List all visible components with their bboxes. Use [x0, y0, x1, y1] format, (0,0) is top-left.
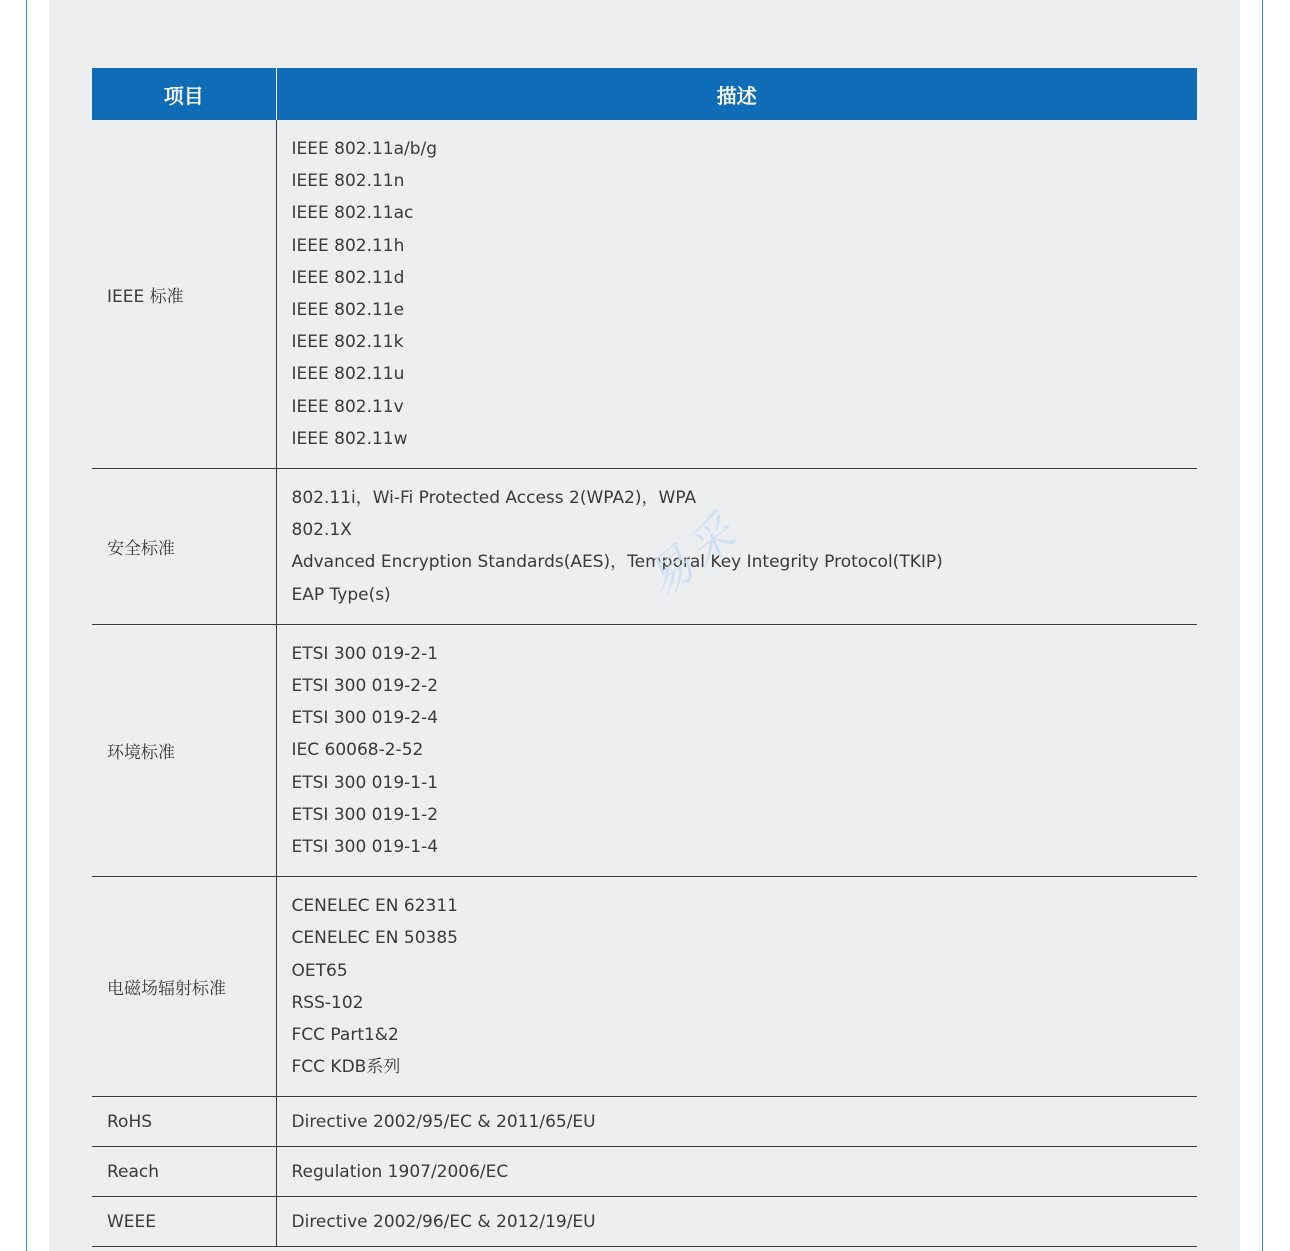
row-description: [276, 1097, 1197, 1147]
row-item-label: WEEE: [92, 1197, 276, 1247]
row-item-label: IEEE 标准: [92, 120, 276, 469]
description-line: ETSI 300 019-1-1: [291, 772, 439, 793]
table-row: [92, 1097, 1197, 1147]
description-line: IEEE 802.11n: [291, 171, 405, 192]
description-line: 802.11i，Wi-Fi Protected Access 2(WPA2)，WPA: [291, 488, 697, 509]
description-line: OET65: [291, 960, 348, 981]
description-line: ETSI 300 019-1-2: [291, 804, 439, 825]
header-description: 描述: [276, 68, 1197, 120]
description-line: Advanced Encryption Standards(AES)，Temporal Key Integrity Protocol(TKIP): [291, 552, 943, 573]
description-line: FCC Part1&2: [291, 1025, 399, 1046]
description-line: CENELEC EN 62311: [291, 896, 458, 917]
spec-table: [92, 68, 1197, 1247]
table-row: [92, 120, 1197, 469]
row-description: [276, 624, 1197, 876]
row-item-label: 环境标准: [92, 624, 276, 876]
description-line: IEEE 802.11w: [291, 428, 408, 449]
table-row: [92, 1197, 1197, 1247]
frame-line-left: [26, 0, 27, 1251]
row-description: [276, 877, 1197, 1097]
watermark: 易采: [635, 503, 748, 608]
description-line: FCC KDB系列: [291, 1057, 401, 1078]
row-description: [276, 120, 1197, 469]
description-line: IEEE 802.11v: [291, 396, 404, 417]
row-description: [276, 1197, 1197, 1247]
description-line: IEEE 802.11d: [291, 267, 405, 288]
table-row: [92, 1147, 1197, 1197]
table-header-row: [92, 68, 1197, 120]
description-line: Regulation 1907/2006/EC: [291, 1161, 509, 1182]
description-line: ETSI 300 019-1-4: [291, 837, 439, 858]
description-line: CENELEC EN 50385: [291, 928, 458, 949]
description-line: IEC 60068-2-52: [291, 740, 424, 761]
description-line: IEEE 802.11h: [291, 235, 405, 256]
description-line: IEEE 802.11k: [291, 332, 404, 353]
row-item-label: RoHS: [92, 1097, 276, 1147]
row-item-label: 安全标准: [92, 469, 276, 625]
description-line: IEEE 802.11a/b/g: [291, 139, 438, 159]
table-row: [92, 624, 1197, 876]
header-item: 项目: [92, 68, 276, 120]
description-line: EAP Type(s): [291, 584, 391, 605]
description-line: IEEE 802.11ac: [291, 203, 414, 224]
description-line: Directive 2002/96/EC & 2012/19/EU: [291, 1211, 596, 1232]
frame-line-right: [1262, 0, 1263, 1251]
description-line: Directive 2002/95/EC & 2011/65/EU: [291, 1111, 596, 1132]
description-line: ETSI 300 019-2-4: [291, 708, 439, 729]
table-body: [92, 120, 1197, 1247]
table-row: [92, 877, 1197, 1097]
description-line: 802.1X: [291, 520, 352, 541]
row-description: [276, 1147, 1197, 1197]
description-line: ETSI 300 019-2-1: [291, 643, 439, 664]
description-line: ETSI 300 019-2-2: [291, 676, 439, 697]
description-line: RSS-102: [291, 992, 364, 1013]
row-description: [276, 469, 1197, 625]
description-line: IEEE 802.11u: [291, 364, 405, 385]
description-line: IEEE 802.11e: [291, 300, 405, 321]
row-item-label: 电磁场辐射标准: [92, 877, 276, 1097]
row-item-label: Reach: [92, 1147, 276, 1197]
table-row: [92, 469, 1197, 625]
